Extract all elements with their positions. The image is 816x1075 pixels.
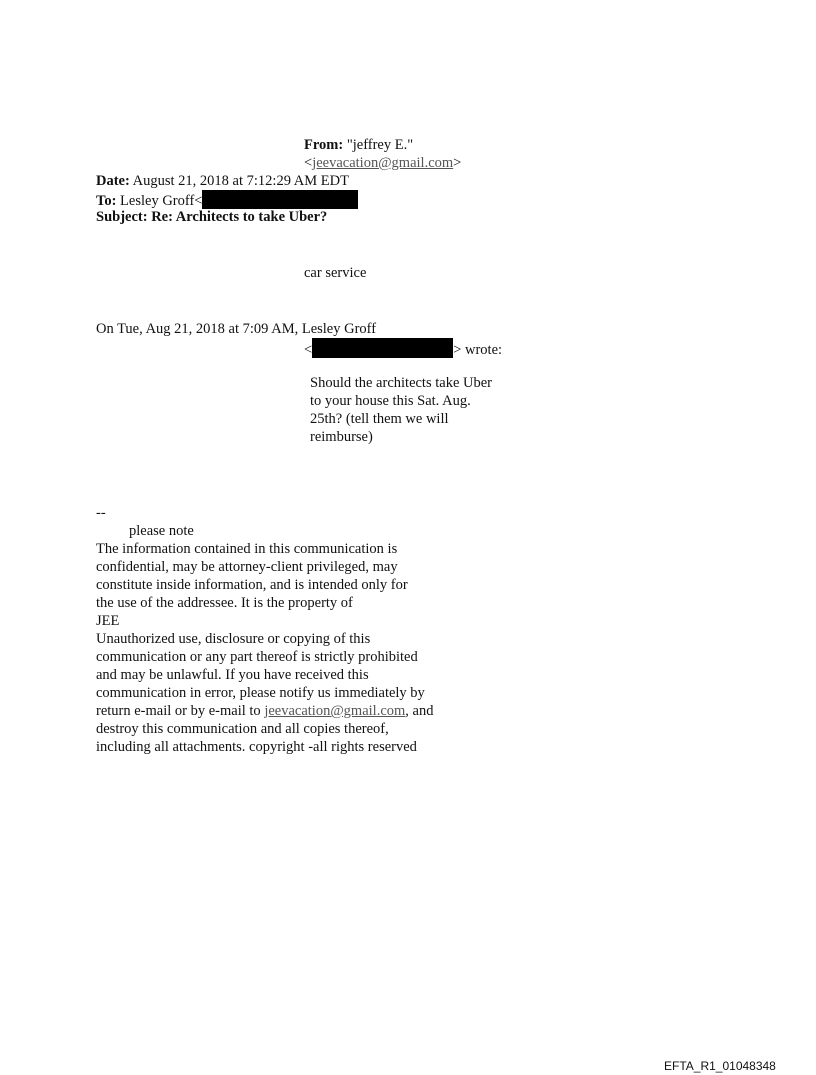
signature-please-note: please note (129, 523, 194, 539)
subject-line (96, 208, 327, 226)
to-value: Lesley Groff (120, 193, 195, 209)
document-id: EFTA_R1_01048348 (664, 1059, 776, 1073)
from-email-close: > (453, 155, 462, 171)
disclaimer-line: Unauthorized use, disclosure or copying of this (96, 631, 371, 647)
disclaimer-line: the use of the addressee. It is the property of (96, 595, 353, 611)
to-line (96, 190, 358, 210)
date-value: August 21, 2018 at 7:12:29 AM EDT (132, 173, 349, 189)
quoted-line: to your house this Sat. Aug. (310, 393, 471, 409)
from-email-open: < (304, 155, 313, 171)
quoted-message (310, 374, 492, 446)
quoted-email-close: > (453, 342, 462, 358)
redaction-box (202, 190, 358, 209)
date-line (96, 172, 349, 190)
disclaimer-return-suffix: , and (405, 703, 434, 719)
disclaimer-line: communication in error, please notify us immediately by (96, 685, 425, 701)
subject-label: Subject: (96, 209, 148, 225)
from-label: From: (304, 137, 344, 153)
disclaimer-line: The information contained in this communication is (96, 541, 398, 557)
quoted-email-line (304, 338, 502, 359)
disclaimer-line: confidential, may be attorney-client privileged, may (96, 559, 398, 575)
disclaimer-line: constitute inside information, and is intended only for (96, 577, 408, 593)
to-email-open: < (194, 193, 203, 209)
quoted-line: reimburse) (310, 429, 373, 445)
quoted-email-open: < (304, 342, 313, 358)
date-label: Date: (96, 173, 130, 189)
redaction-box (312, 338, 453, 358)
quoted-line: Should the architects take Uber (310, 375, 492, 391)
to-label: To: (96, 193, 117, 209)
quoted-intro: On Tue, Aug 21, 2018 at 7:09 AM, Lesley Groff (96, 321, 377, 337)
disclaimer (96, 540, 433, 756)
disclaimer-line: JEE (96, 613, 120, 629)
disclaimer-line: including all attachments. copyright -all rights reserved (96, 739, 417, 755)
from-line (304, 136, 413, 154)
from-email-link[interactable]: jeevacation@gmail.com (312, 155, 454, 171)
disclaimer-return-line (96, 702, 433, 720)
disclaimer-line: and may be unlawful. If you have received this (96, 667, 369, 683)
quoted-line: 25th? (tell them we will (310, 411, 449, 427)
disclaimer-line: destroy this communication and all copies thereof, (96, 721, 389, 737)
disclaimer-return-prefix: return e-mail or by e-mail to (96, 703, 265, 719)
quoted-wrote: wrote: (465, 342, 503, 358)
from-email-line (304, 154, 461, 172)
disclaimer-email-link[interactable]: jeevacation@gmail.com (264, 703, 406, 719)
subject-value: Re: Architects to take Uber? (151, 209, 328, 225)
signature-dashes: -- (96, 505, 106, 521)
from-name: "jeffrey E." (346, 137, 414, 153)
disclaimer-line: communication or any part thereof is strictly prohibited (96, 649, 418, 665)
reply-text: car service (304, 265, 367, 281)
